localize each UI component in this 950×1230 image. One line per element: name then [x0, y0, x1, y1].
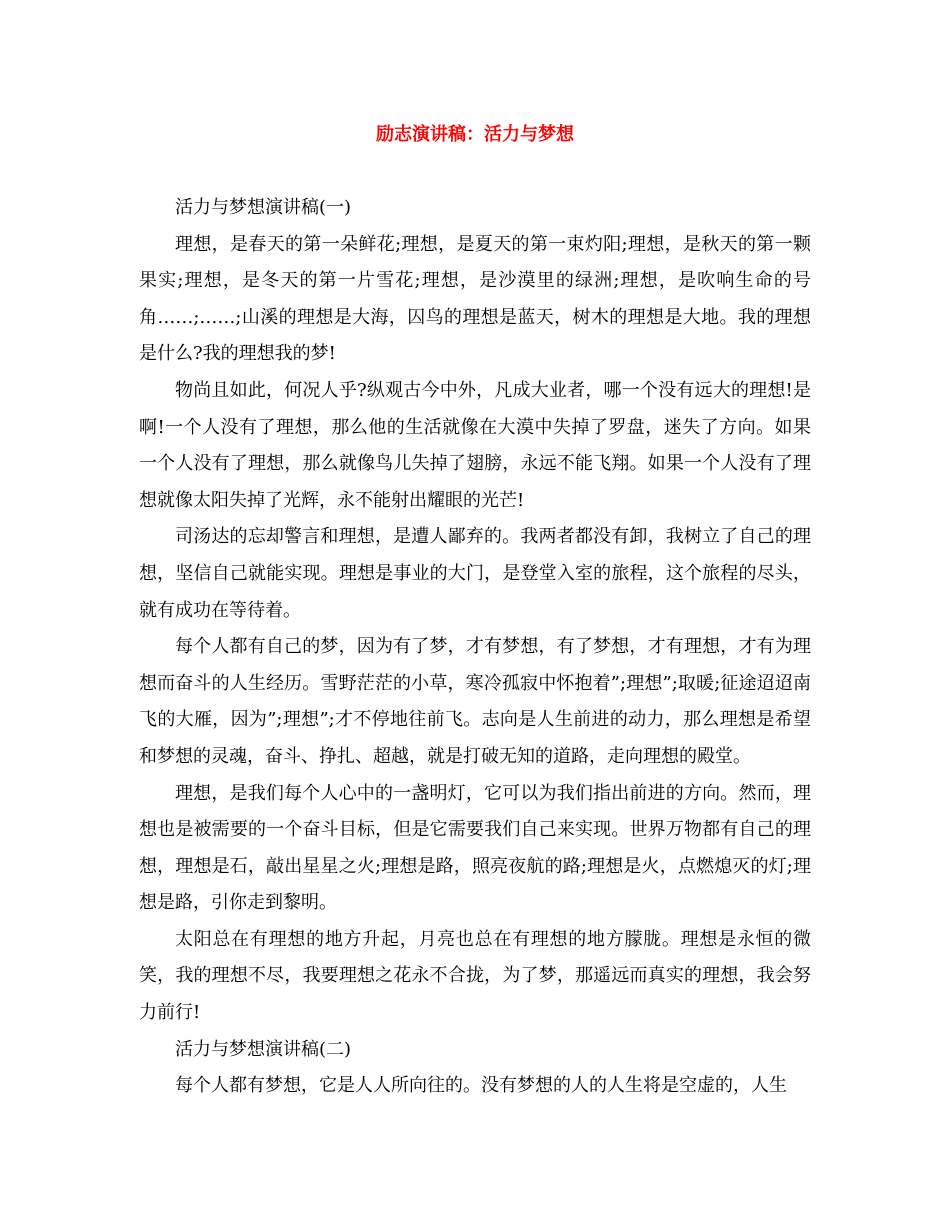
paragraph: 理想，是我们每个人心中的一盏明灯，它可以为我们指出前进的方向。然而，理想也是被需要的一个奋斗目标，但是它需要我们自己来实现。世界万物都有自己的理想，理想是石，敲出星星之火;理想是路，照亮夜航的路;理想是火，点燃熄灭的灯;理想是路，引你走到黎明。: [139, 782, 811, 914]
section-heading-two: 活力与梦想演讲稿(二): [175, 1038, 352, 1060]
paragraph: 每个人都有梦想，它是人人所向往的。没有梦想的人的人生将是空虚的，人生: [175, 1075, 787, 1097]
paragraph: 每个人都有自己的梦，因为有了梦，才有梦想，有了梦想，才有理想，才有为理想而奋斗的人生经历。雪野茫茫的小草，寒冷孤寂中怀抱着”;理想”;取暖;征途迢迢南飞的大雁，因为”;理想”;才不停地往前飞。志向是人生前进的动力，那么理想是希望和梦想的灵魂，奋斗、挣扎、超越，就是打破无知的道路，走向理想的殿堂。: [139, 636, 811, 767]
paragraph: 太阳总在有理想的地方升起，月亮也总在有理想的地方朦胧。理想是永恒的微笑，我的理想不尽，我要理想之花永不合拢，为了梦，那遥远而真实的理想，我会努力前行!: [139, 928, 811, 1024]
document-body: [139, 190, 811, 1105]
section-heading-one: 活力与梦想演讲稿(一): [175, 197, 352, 218]
document-title: 励志演讲稿：活力与梦想: [376, 124, 574, 145]
paragraph: 物尚且如此，何况人乎?纵观古今中外，凡成大业者，哪一个没有远大的理想!是啊!一个人没有了理想，那么他的生活就像在大漠中失掉了罗盘，迷失了方向。如果一个人没有了理想，那么就像鸟儿失掉了翅膀，永远不能飞翔。如果一个人没有了理想就像太阳失掉了光辉，永不能射出耀眼的光芒!: [139, 379, 811, 511]
paragraph: 司汤达的忘却警言和理想，是遭人鄙弃的。我两者都没有卸，我树立了自己的理想，坚信自己就能实现。理想是事业的大门，是登堂入室的旅程，这个旅程的尽头，就有成功在等待着。: [139, 526, 811, 621]
paragraph: 理想，是春天的第一朵鲜花;理想，是夏天的第一束灼阳;理想，是秋天的第一颗果实;理想，是冬天的第一片雪花;理想，是沙漠里的绿洲;理想，是吹响生命的号角……;……;山溪的理想是大海，囚鸟的理想是蓝天，树木的理想是大地。我的理想是什么?我的理想我的梦!: [139, 233, 811, 365]
